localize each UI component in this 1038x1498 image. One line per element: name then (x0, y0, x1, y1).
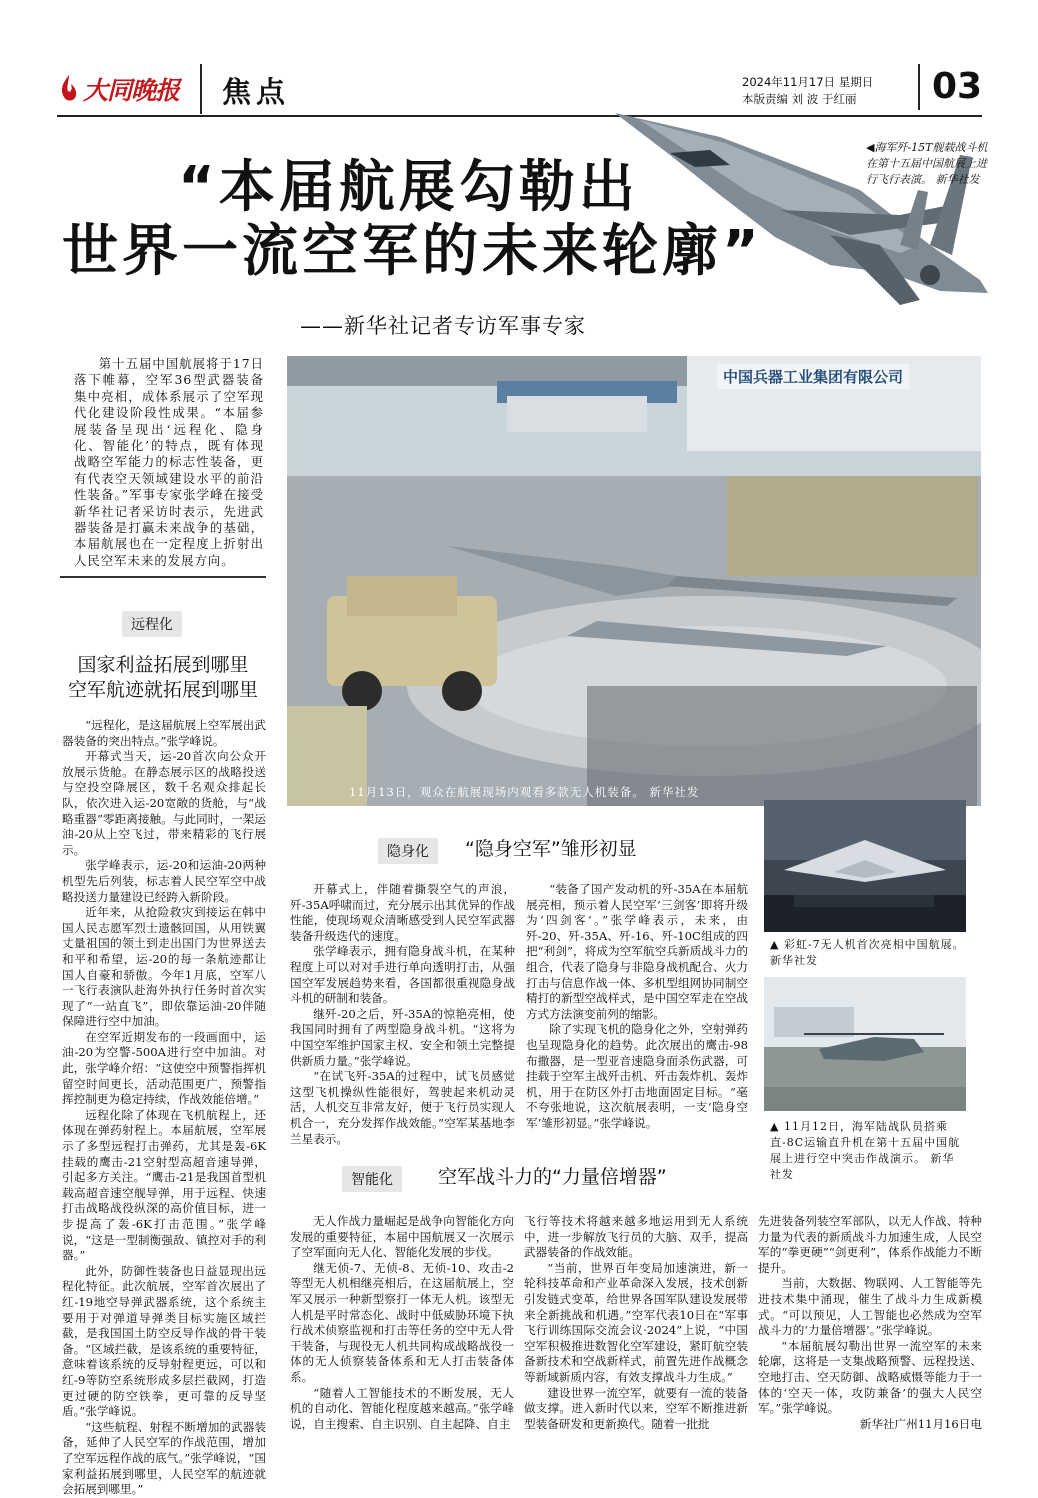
intro-text: 第十五届中国航展将于17日落下帷幕，空军36型武器装备集中亮相，成体系展示了空军现代化建设阶段性成果。“本届参展装备呈现出‘远程化、隐身化、智能化’的特点，既有体现战略空军能力的标志性装备，更有代表空天领域建设水平的前沿性装备。”军事专家张学峰在接受新华社记者采访时表示，先进武器装备是打赢未来战争的基础，本届航展也在一定程度上折射出人民空军未来的发展方向。 (74, 356, 264, 568)
jet-photo-caption: ◀海军歼-15T舰载战斗机在第十五届中国航展上进行飞行表演。 新华社发 (866, 141, 988, 186)
paragraph: 开幕式上，伴随着撕裂空气的声浪，歼-35A呼啸而过，充分展示出其优异的作战性能，使现场观众清晰感受到人民空军武器装备升级迭代的速度。 (290, 882, 515, 943)
paragraph: 近年来，从抢险救灾到接运在韩中国人民志愿军烈士遗骸回国，从用铁翼丈量祖国的领土到走出国门为世界送去和平和希望，运-20的每一条航迹都让国人自豪和骄傲。今年1月底，空军八一飞行表演队赴海外执行任务时首次实现了“一站直飞”，即依靠运油-20伴随保障进行空中加油。 (62, 905, 266, 1029)
article-intro (74, 356, 264, 569)
intelligent-headline: 空军战斗力的“力量倍增器” (438, 1166, 667, 1188)
drone-photo-caption: ▲ 彩虹-7无人机首次亮相中国航展。 新华社发 (770, 938, 965, 967)
main-photo-caption: 11月13日，观众在航展现场内观看多款无人机装备。 新华社发 (349, 785, 700, 799)
paragraph: “在试飞歼-35A的过程中，试飞员感觉这型飞机操纵性能很好，驾驶起来机动灵活，人机交互非常友好，便于飞行员实现人机合一，充分发挥作战效能。”空军某基地李兰星表示。 (290, 1069, 515, 1146)
paragraph: 开幕式当天，运-20首次向公众开放展示货舱。在静态展示区的战略投送与空投空降展区，数千名观众排起长队，依次进入运-20宽敞的货舱，与“战略重器”零距离接触。与此同时，一架运油-20从上空飞过，带来精彩的飞行展示。 (62, 749, 266, 857)
helicopter-illustration (764, 977, 966, 1111)
paragraph: 无人作战力量崛起是战争向智能化方向发展的重要特征，本届中国航展又一次展示了空军面向无人化、智能化发展的步伐。 (290, 1214, 514, 1260)
sign-off: 新华社广州11月16日电 (859, 1416, 982, 1431)
intelligent-col-2 (524, 1214, 748, 1432)
intro-rule (60, 576, 266, 578)
paragraph: “这些航程、射程不断增加的武器装备，延伸了人民空军的作战范围，增加了空军远程作战的底气。”张学峰说，“国家利益拓展到哪里，人民空军的航迹就会拓展到哪里。” (62, 1419, 266, 1497)
long-range-body (62, 718, 266, 1498)
page-editors: 本版责编 刘 波 于红丽 (742, 92, 857, 106)
paragraph: 张学峰表示，拥有隐身战斗机，在某种程度上可以对对手进行单向透明打击，从强国空军发展趋势来看，各国都很重视隐身战斗机的研制和装备。 (290, 944, 515, 1006)
long-range-headline-1: 国家利益拓展到哪里 (77, 654, 249, 676)
intelligent-col-3 (758, 1214, 982, 1432)
paragraph: 除了实现飞机的隐身化之外，空射弹药也呈现隐身化的趋势。此次展出的鹰击-98布撒器，是一型亚音速隐身面杀伤武器，可挂载于空军主战歼击机、歼击轰炸机、轰炸机，用于在防区外打击地面固定目标。“毫不夸张地说，这次航展表明，一支‘隐身空军’雏形初显。”张学峰说。 (526, 1022, 748, 1130)
section-tag-intelligent: 智能化 (342, 1166, 402, 1192)
paragraph: 张学峰表示，运-20和运油-20两种机型先后列装，标志着人民空军空中战略投送力量建设已经跨入新阶段。 (62, 858, 266, 904)
paragraph: 建设世界一流空军，就要有一流的装备做支撑。进入新时代以来，空军不断推进新型装备研发和更新换代。随着一批批 (524, 1385, 748, 1431)
header-divider (200, 64, 202, 114)
helicopter-photo (764, 977, 966, 1111)
paragraph: “远程化，是这届航展上空军展出武器装备的突出特点。”张学峰说。 (62, 718, 266, 748)
intelligent-col-1 (290, 1214, 514, 1432)
paragraph: 在空军近期发布的一段画面中，运油-20为空警-500A进行空中加油。对此，张学峰介绍：“这使空中预警指挥机留空时间更长，活动范围更广，预警指挥控制更为稳定持续，作战效能倍增。” (62, 1029, 266, 1107)
paragraph: 飞行等技术将越来越多地运用到无人系统中，进一步解放飞行员的大脑、双手，提高武器装备的作战效能。 (524, 1214, 748, 1260)
main-exhibition-photo (287, 356, 981, 806)
headline-line-1: “本届航展勾勒出 (178, 155, 639, 220)
paragraph: 远程化除了体现在飞机航程上，还体现在弹药射程上。本届航展，空军展示了多型远程打击弹药，尤其是轰-6K挂载的鹰击-21空射型高超音速导弹，引起多方关注。“鹰击-21是我国首型机载高超音速空舰导弹，用于远程、快速打击战略战役纵深的高价值目标，进一步提高了轰-6K打击范围。”张学峰说，“这是一型制衡强敌、镇控对手的利器。” (62, 1107, 266, 1263)
main-photo-banner: 中国兵器工业集团有限公司 (717, 364, 909, 389)
stealth-col-2 (526, 882, 748, 1132)
paragraph: 此外，防御性装备也日益显现出远程化特征。此次航展，空军首次展出了红-19地空导弹武器系统，这个系统主要用于对弹道导弹类目标实施区域拦截，是我国国土防空反导作战的骨干装备。“区域拦截，是该系统的重要特征，意味着该系统的反导射程更远，可以和红-9等防空系统形成多层拦截网，打造更过硬的防空铁拳，更可靠的反导坚盾。”张学峰说。 (62, 1263, 266, 1419)
logo-text: 大同晚报 (83, 76, 180, 105)
paragraph: “本届航展勾勒出世界一流空军的未来轮廓，这将是一支集战略预警、远程投送、空地打击、空天防御、战略威慑等能力于一体的‘空天一体，攻防兼备’的强大人民空军。”张学峰说。 (758, 1338, 982, 1416)
exhibition-hall-illustration (287, 356, 981, 806)
section-title: 焦点 (222, 75, 291, 109)
issue-date: 2024年11月17日 星期日 (742, 75, 874, 89)
stealth-col-1 (290, 882, 515, 1147)
paragraph: “装备了国产发动机的歼-35A在本届航展亮相，预示着人民空军‘三剑客’即将升级为‘四剑客’。”张学峰表示，未来，由歼-20、歼-35A、歼-16、歼-10C组成的四把“利剑”，将成为空军航空兵新质战斗力的组合，代表了隐身与非隐身战机配合、火力打击与信息作战一体、多机型组网协同制空精打的新型空战样式，是中国空军走在空战方式方法演变前列的缩影。 (526, 882, 748, 1021)
newspaper-logo (58, 62, 190, 116)
drone-photo (764, 800, 966, 932)
paragraph: 先进装备列装空军部队，以无人作战、特种力量为代表的新质战斗力加速生成，人民空军的“拳更硬”“剑更利”，体系作战能力不断提升。 (758, 1214, 982, 1275)
section-tag-stealth: 隐身化 (378, 838, 438, 864)
paragraph: 当前，大数据、物联网、人工智能等先进技术集中涌现，催生了战斗力生成新模式。“可以预见，人工智能也必然成为空军战斗力的‘力量倍增器’。”张学峰说。 (758, 1276, 982, 1338)
drone-illustration (764, 800, 966, 932)
paragraph: 继无侦-7、无侦-8、无侦-10、攻击-2等型无人机相继亮相后，在这届航展上，空军又展示一种新型察打一体无人机。该型无人机是平时常态化、战时中低威胁环境下执行战术侦察监视和打击等任务的空中无人骨干装备，与现役无人机共同构成战略战役一体的无人侦察装备体系和无人打击装备体系。 (290, 1260, 514, 1384)
headline-subtitle: ——新华社记者专访军事专家 (300, 314, 586, 338)
headline-line-2: 世界一流空军的未来轮廓” (62, 219, 763, 284)
section-tag-long-range: 远程化 (122, 611, 182, 637)
long-range-headline-2: 空军航迹就拓展到哪里 (67, 679, 258, 701)
flame-logo-icon (58, 74, 80, 104)
page-number: 03 (932, 66, 983, 107)
paragraph: “当前，世界百年变局加速演进，新一轮科技革命和产业革命深入发展，技术创新引发链式变革，给世界各国军队建设发展带来全新挑战和机遇。”空军代表10日在“军事飞行训练国际交流会议·2024”上说，“中国空军积极推进数智化空军建设，紧盯航空装备新技术和空战新样式，前置先进作战概念等新域新质内容，有效支撑战斗力生成。” (524, 1260, 748, 1384)
paragraph: “随着人工智能技术的不断发展，无人机的自动化、智能化程度越来越高。”张学峰说，自主搜索、自主识别、自主起降、自主 (290, 1385, 514, 1431)
stealth-headline: “隐身空军”雏形初显 (465, 838, 637, 860)
helicopter-photo-caption: ▲ 11月12日，海军陆战队员搭乘直-8C运输直升机在第十五届中国航展上进行空中突击作战演示。 新华社发 (770, 1120, 961, 1181)
paragraph: 继歼-20之后，歼-35A的惊艳亮相，使我国同时拥有了两型隐身战斗机。“这将为中国空军维护国家主权、安全和领土完整提供新质力量。”张学峰说。 (290, 1006, 515, 1068)
